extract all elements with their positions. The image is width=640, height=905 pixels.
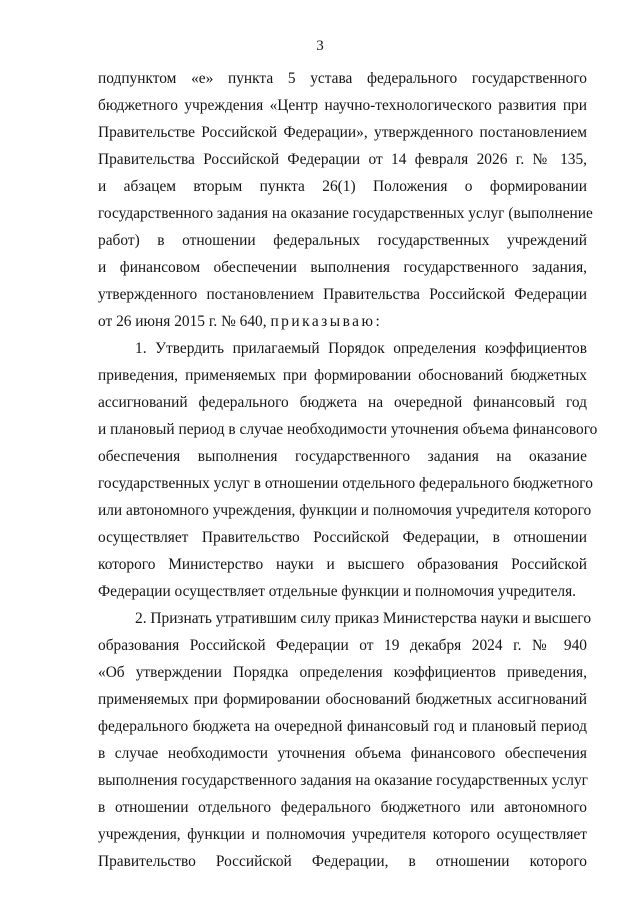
text-line: которого Министерство науки и высшего образования Российской	[98, 556, 587, 573]
text-line: ассигнований федерального бюджета на очередной финансовый год	[98, 394, 587, 411]
text-line: и плановый период в случае необходимости уточнения объема финансового	[98, 421, 598, 438]
text-line: учреждения, функции и полномочия учредителя которого осуществляет	[98, 826, 587, 843]
text-line: бюджетного учреждения «Центр научно-технологического развития при	[98, 97, 587, 114]
text-line: Правительстве Российской Федерации», утвержденного постановлением	[98, 124, 587, 141]
text-line: «Об утверждении Порядка определения коэффициентов приведения,	[98, 664, 587, 681]
text-line: в отношении отдельного федерального бюджетного или автономного	[98, 799, 587, 816]
text-line: федерального бюджета на очередной финансовый год и плановый период	[98, 718, 587, 735]
text-line: или автономного учреждения, функции и полномочия учредителя которого	[98, 502, 592, 519]
text-line: утвержденного постановлением Правительства Российской Федерации	[98, 286, 587, 303]
text-line: обеспечения выполнения государственного задания на оказание	[98, 448, 587, 465]
text-fragment: от 26 июня 2015 г. № 640,	[98, 313, 267, 330]
text-line: применяемых при формировании обоснований бюджетных ассигнований	[98, 691, 587, 708]
page-number: 3	[316, 38, 324, 54]
text-line: в случае необходимости уточнения объема финансового обеспечения	[98, 745, 587, 762]
text-line: Правительства Российской Федерации от 14 февраля 2026 г. № 135,	[98, 151, 587, 168]
text-line: приведения, применяемых при формировании обоснований бюджетных	[98, 367, 587, 384]
text-line: осуществляет Правительство Российской Федерации, в отношении	[98, 529, 587, 546]
text-line: и финансовом обеспечении выполнения государственного задания,	[98, 259, 587, 276]
text-line: образования Российской Федерации от 19 декабря 2024 г. № 940	[98, 637, 587, 654]
text-line: государственного задания на оказание государственных услуг (выполнение	[98, 205, 593, 222]
text-line: государственных услуг в отношении отдельного федерального бюджетного	[98, 475, 593, 492]
text-line: 2. Признать утратившим силу приказ Министерства науки и высшего	[135, 610, 592, 627]
text-line-last	[98, 313, 587, 331]
text-line: работ) в отношении федеральных государственных учреждений	[98, 232, 587, 249]
text-line: выполнения государственного задания на оказание государственных услуг	[98, 772, 588, 789]
order-word: приказываю:	[270, 313, 383, 330]
text-line: 1. Утвердить прилагаемый Порядок определения коэффициентов	[135, 340, 587, 357]
text-line: подпунктом «е» пункта 5 устава федерального государственного	[98, 70, 587, 87]
text-line: Правительство Российской Федерации, в отношении которого	[98, 853, 587, 870]
text-line: и абзацем вторым пункта 26(1) Положения о формировании	[98, 178, 587, 195]
text-line-last: Федерации осуществляет отдельные функции и полномочия учредителя.	[98, 583, 577, 600]
